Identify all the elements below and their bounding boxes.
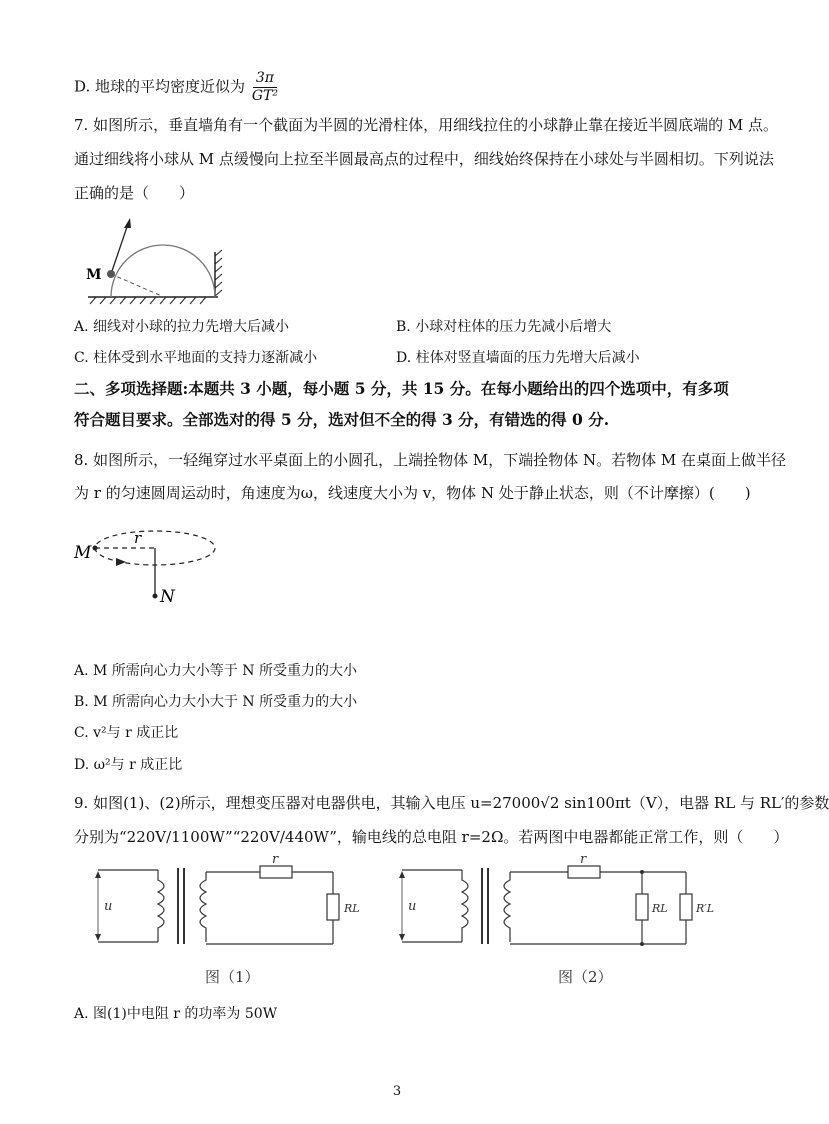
q9-fig2-rl-prime: R′L	[696, 902, 715, 915]
q9-fig1-caption: 图（1）	[205, 968, 260, 986]
q8-option-c: C. v²与 r 成正比	[74, 725, 179, 741]
page-number: 3	[392, 1084, 402, 1099]
q9-fig1-r: r	[272, 852, 279, 867]
q8-label-n: N	[160, 587, 175, 607]
q7-figure	[80, 212, 230, 307]
q7-option-c: C. 柱体受到水平地面的支持力逐渐减小	[74, 350, 318, 366]
q9-option-a: A. 图(1)中电阻 r 的功率为 50W	[74, 1006, 278, 1022]
fraction-numerator: 3π	[253, 70, 277, 88]
section2-header-line2: 符合题目要求。全部选对的得 5 分，选对但不全的得 3 分，有错选的得 0 分.	[74, 410, 610, 429]
q9-fig1-rl: RL	[344, 902, 360, 915]
q6-option-d-label: D. 地球的平均密度近似为	[74, 77, 246, 96]
section2-header-line1: 二、多项选择题:本题共 3 小题，每小题 5 分，共 15 分。在每小题给出的四个选项中，有多项	[74, 379, 729, 398]
q7-ball-label: M	[86, 267, 102, 283]
q8-figure	[70, 522, 250, 612]
q7-option-a: A. 细线对小球的拉力先增大后减小	[74, 319, 290, 335]
q8-label-r: r	[134, 529, 142, 547]
q8-option-a: A. M 所需向心力大小等于 N 所受重力的大小	[74, 663, 357, 679]
q9-circuit-figure-2	[392, 852, 715, 958]
q9-fig2-u: u	[408, 899, 417, 914]
fraction-denominator: GT²	[251, 88, 278, 104]
q7-stem-line1: 7. 如图所示，垂直墙角有一个截面为半圆的光滑柱体，用细线拉住的小球静止靠在接近半圆底端的 M 点。	[74, 116, 778, 134]
density-fraction	[252, 70, 278, 105]
q7-stem-line2: 通过细线将小球从 M 点缓慢向上拉至半圆最高点的过程中，细线始终保持在小球处与半圆相切。下列说法	[74, 150, 774, 168]
q9-stem-line2: 分别为“220V/1100W”“220V/440W”，输电线的总电阻 r=2Ω。若两图中电器都能正常工作，则（ ）	[74, 828, 789, 846]
q8-label-m: M	[74, 543, 92, 563]
q7-option-d: D. 柱体对竖直墙面的压力先增大后减小	[396, 350, 640, 366]
q8-option-b: B. M 所需向心力大小大于 N 所受重力的大小	[74, 694, 358, 710]
q7-stem-line3: 正确的是（ ）	[74, 184, 195, 202]
q6-option-d	[74, 70, 278, 105]
q9-stem-line1: 9. 如图(1)、(2)所示，理想变压器对电器供电，其输入电压 u=27000√2 sin100πt（V），电器 RL 与 RL′的参数	[74, 794, 829, 812]
q9-fig1-u: u	[104, 899, 113, 914]
q9-fig2-caption: 图（2）	[558, 968, 613, 986]
q7-option-b: B. 小球对柱体的压力先减小后增大	[396, 319, 612, 335]
q8-option-d: D. ω²与 r 成正比	[74, 757, 183, 773]
q8-stem-line2: 为 r 的匀速圆周运动时，角速度为ω，线速度大小为 v，物体 N 处于静止状态，则（不计摩擦）( )	[74, 484, 751, 502]
q9-fig2-rl: RL	[652, 902, 668, 915]
q9-circuit-figure-1	[88, 852, 360, 958]
q8-stem-line1: 8. 如图所示，一轻绳穿过水平桌面上的小圆孔，上端拴物体 M，下端拴物体 N。若物体 M 在桌面上做半径	[74, 451, 786, 469]
q9-fig2-r: r	[580, 852, 587, 867]
